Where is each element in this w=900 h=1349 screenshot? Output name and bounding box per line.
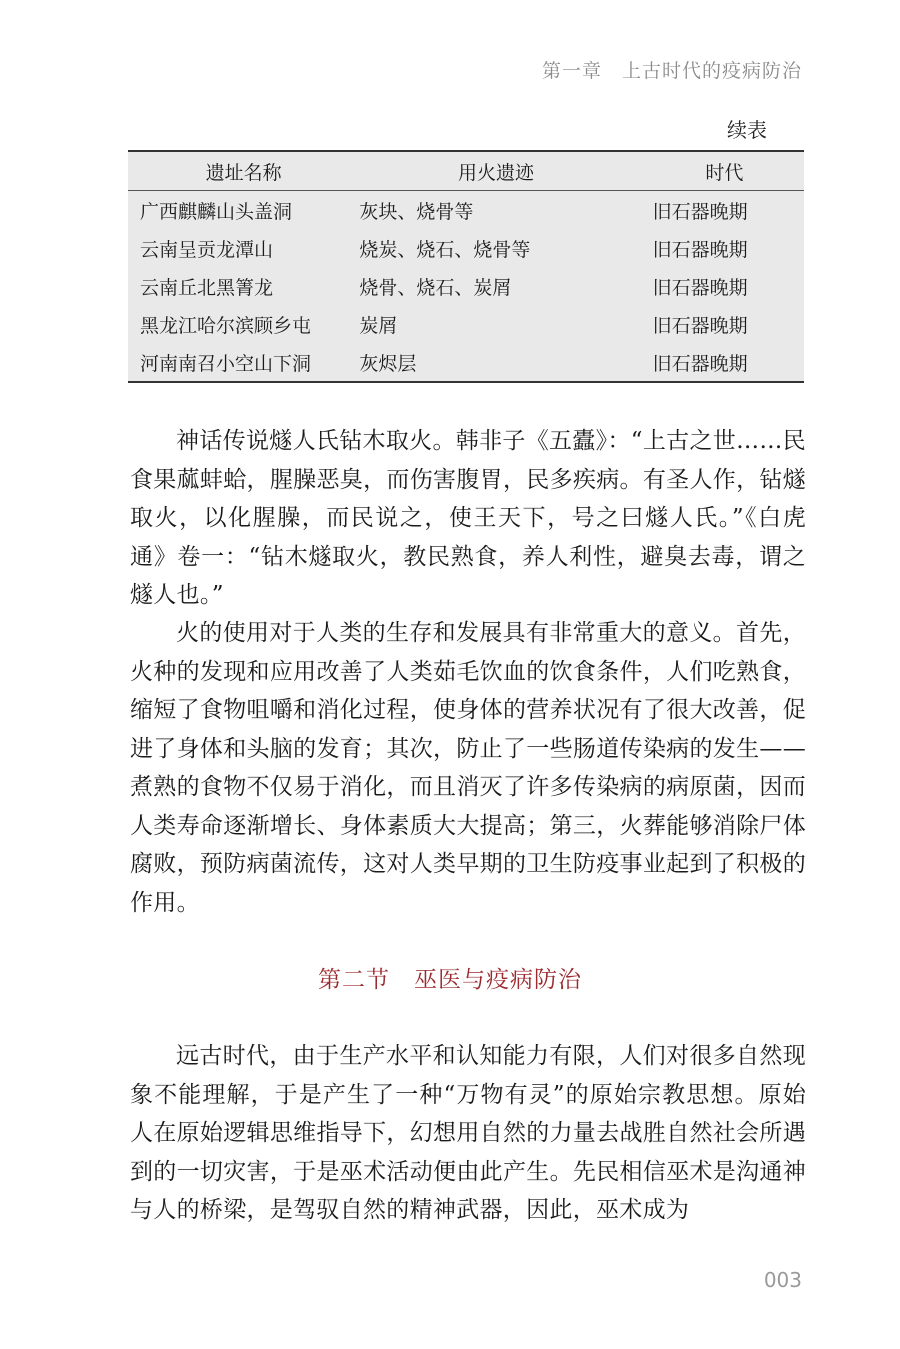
table-row <box>128 267 804 305</box>
table-header-row <box>128 151 804 191</box>
table-row <box>128 305 804 343</box>
site-cell: 河南南召小空山下洞 <box>140 352 312 375</box>
body-paragraph-fire-significance: 火的使用对于人类的生存和发展具有非常重大的意义。首先，火种的发现和应用改善了人类茹毛饮血的饮食条件，人们吃熟食，缩短了食物咀嚼和消化过程，使身体的营养状况有了很大改善，促进了身体和头脑的发育；其次，防止了一些肠道传染病的发生——煮熟的食物不仅易于消化，而且消灭了许多传染病的病原菌，因而人类寿命逐渐增长、身体素质大大提高；第三，火葬能够消除尸体腐败，预防病菌流传，这对人类早期的卫生防疫事业起到了积极的作用。 <box>130 620 806 916</box>
fire-sites-table <box>128 150 804 383</box>
column-header-site: 遗址名称 <box>205 161 282 184</box>
era-cell: 旧石器晚期 <box>652 314 748 337</box>
era-cell: 旧石器晚期 <box>652 238 748 261</box>
table-caption: 续表 <box>727 118 767 142</box>
site-cell: 云南呈贡龙潭山 <box>140 238 274 261</box>
fire-trace-cell: 烧炭、烧石、烧骨等 <box>359 238 531 261</box>
column-header-fire-trace: 用火遗迹 <box>457 161 534 184</box>
era-cell: 旧石器晚期 <box>652 276 748 299</box>
section-title: 第二节 巫医与疫病防治 <box>318 967 582 993</box>
fire-trace-cell: 炭屑 <box>359 314 398 337</box>
fire-trace-cell: 烧骨、烧石、炭屑 <box>359 276 512 299</box>
table-row <box>128 343 804 382</box>
running-header: 第一章 上古时代的疫病防治 <box>541 60 802 82</box>
table-row <box>128 191 804 230</box>
body-paragraph-witchcraft: 远古时代，由于生产水平和认知能力有限，人们对很多自然现象不能理解，于是产生了一种“万物有灵”的原始宗教思想。原始人在原始逻辑思维指导下，幻想用自然的力量去战胜自然社会所遇到的一切灾害，于是巫术活动便由此产生。先民相信巫术是沟通神与人的桥梁，是驾驭自然的精神武器，因此，巫术成为 <box>130 1043 806 1223</box>
table-row <box>128 229 804 267</box>
body-paragraph-suirenshi: 神话传说燧人氏钻木取火。韩非子《五蠹》：“上古之世……民食果蓏蚌蛤，腥臊恶臭，而伤害腹胃，民多疾病。有圣人作，钻燧取火，以化腥臊，而民说之，使王天下，号之曰燧人氏。”《白虎通》卷一：“钻木燧取火，教民熟食，养人利性，避臭去毒，谓之燧人也。” <box>130 428 806 608</box>
fire-trace-cell: 灰烬层 <box>359 352 417 375</box>
site-cell: 黑龙江哈尔滨顾乡屯 <box>140 314 312 337</box>
era-cell: 旧石器晚期 <box>652 200 748 223</box>
era-cell: 旧石器晚期 <box>652 352 748 375</box>
column-header-era: 时代 <box>705 161 744 184</box>
site-cell: 云南丘北黑箐龙 <box>140 276 274 299</box>
site-cell: 广西麒麟山头盖洞 <box>140 200 293 223</box>
fire-trace-cell: 灰块、烧骨等 <box>359 200 474 223</box>
page-number: 003 <box>763 1268 802 1292</box>
